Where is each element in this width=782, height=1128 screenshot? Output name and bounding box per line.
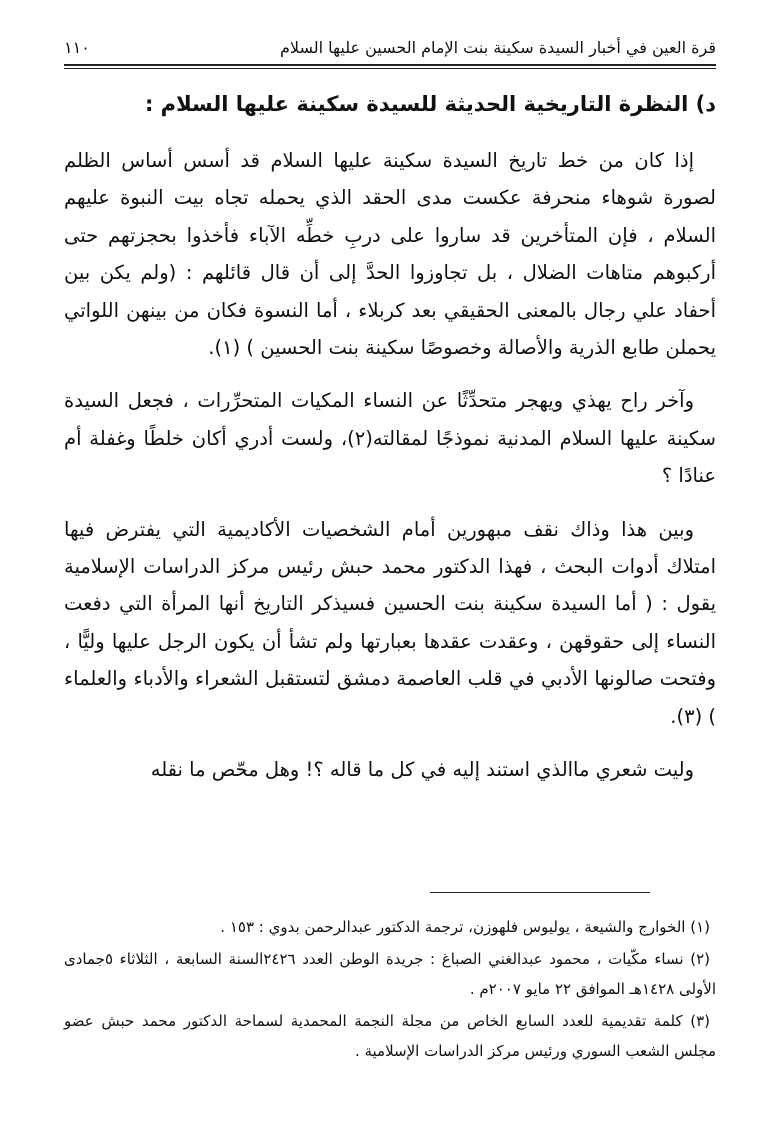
paragraph: وليت شعري ماالذي استند إليه في كل ما قاله ؟! وهل محّص ما نقله xyxy=(150,758,694,782)
footnote-rule xyxy=(430,892,650,893)
footnote: (١) الخوارج والشيعة ، يوليوس فلهوزن، ترجمة الدكتور عبدالرحمن بدوي : ١٥٣ . xyxy=(220,918,710,936)
section-heading: د) النظرة التاريخية الحديثة للسيدة سكينة عليها السلام : xyxy=(144,92,716,116)
footnote: (٢) نساء مكّيات ، محمود عبدالغني الصباغ : جريدة الوطن العدد ٢٤٢٦السنة السابعة ، الثلاثاء ٥جمادى الأولى ١٤٢٨هـ الموافق ٢٢ مايو ٢٠٠٧م . xyxy=(64,950,716,998)
page-number: ١١٠ xyxy=(64,37,90,57)
footnotes xyxy=(64,912,716,1068)
paragraph: وآخر راح يهذي ويهجر متحدِّثًا عن النساء المكيات المتحرِّرات ، فجعل السيدة سكينة عليها السلام المدنية نموذجًا لمقالته(٢)، ولست أدري أكان خلطًا وغفلة أم عنادًا ؟ xyxy=(64,389,716,488)
paragraph: إذا كان من خط تاريخ السيدة سكينة عليها السلام قد أسس أساس الظلم لصورة شوهاء منحرفة عكست مدى الحقد الذي يحمله تجاه بيت النبوة عليهم السلام ، فإن المتأخرين قد ساروا على دربِ خطِّه الآباء فأخذوا بحجزتهم حتى أركبوهم متاهات الضلال ، بل تجاوزوا الحدَّ إلى أن قال قائلهم : (ولم يكن بين أحفاد علي رجال بالمعنى الحقيقي بعد كربلاء ، أما النسوة فكان من بينهن اللواتي يحملن طابع الذرية والأصالة وخصوصًا سكينة بنت الحسين ) (١). xyxy=(64,149,716,360)
paragraph: وبين هذا وذاك نقف مبهورين أمام الشخصيات الأكاديمية التي يفترض فيها امتلاك أدوات البحث ، فهذا الدكتور محمد حبش رئيس مركز الدراسات الإسلامية يقول : ( أما السيدة سكينة بنت الحسين فسيذكر التاريخ أنها المرأة التي دفعت النساء إلى حقوقهن ، وعقدت عقدها بعبارتها ولم تشأ أن يكون الرجل عليها وليًّا ، وفتحت صالونها الأدبي في قلب العاصمة دمشق لتستقبل الشعراء والأدباء والعلماء ) (٣). xyxy=(64,517,716,728)
header-rule xyxy=(64,64,716,69)
body-text xyxy=(64,142,716,805)
footnote: (٣) كلمة تقديمية للعدد السابع الخاص من مجلة النجمة المحمدية لسماحة الدكتور محمد حبش عضو مجلس الشعب السوري ورئيس مركز الدراسات الإسلامية . xyxy=(64,1012,716,1060)
header-title: قرة العين في أخبار السيدة سكينة بنت الإمام الحسين عليها السلام xyxy=(279,37,716,57)
running-header xyxy=(64,32,716,62)
